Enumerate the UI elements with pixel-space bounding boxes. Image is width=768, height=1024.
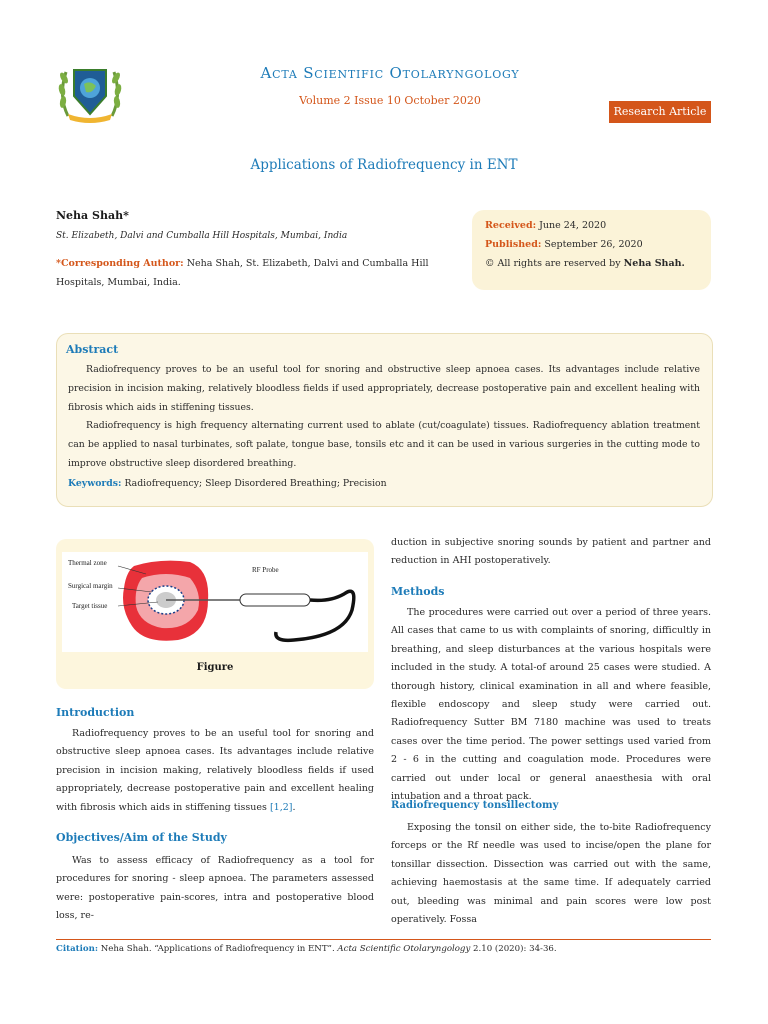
introduction-end: . [292,801,296,813]
rf-probe-figure [62,552,368,652]
author-name: Neha Shah* [56,209,129,222]
journal-logo-icon [54,56,126,128]
citation [56,944,716,954]
received-value: June 24, 2020 [539,220,607,231]
abstract-paragraph-1: Radiofrequency proves to be an useful tool for snoring and obstructive sleep apnoea cases. Its advantages include relative precision in incision making, relatively bloodless fields if used appropriately, decrease postoperative pain and excellent healing with fibrosis which aids in stiffening tissues. [68,364,700,413]
issue-info: Volume 2 Issue 10 October 2020 [299,94,481,107]
abstract-heading: Abstract [66,343,119,356]
surgical-margin-label: Surgical margin [68,582,113,590]
target-tissue-label: Target tissue [72,602,108,610]
methods-heading: Methods [391,585,445,598]
citation-label: Citation: [56,944,99,954]
rights-notice [485,258,685,269]
published-label: Published: [485,239,542,250]
introduction-reference[interactable]: [1,2] [269,801,293,813]
introduction-heading: Introduction [56,706,135,719]
citation-journal: Acta Scientific Otolaryngology [337,944,471,954]
corresponding-author [56,254,456,292]
citation-details: 2.10 (2020): 34-36. [473,944,557,954]
methods-continuation: duction in subjective snoring sounds by patient and partner and reduction in AHI postoperatively. [391,537,711,567]
keywords-label: Keywords: [68,478,122,489]
corresponding-label: *Corresponding Author: [56,258,184,269]
figure-caption: Figure [196,662,234,673]
journal-title: Acta Scientific Otolaryngology [260,64,520,82]
article-type-badge: Research Article [609,101,711,123]
rights-text: © All rights are reserved by [485,258,621,269]
rf-probe-label: RF Probe [252,566,279,574]
methods-text: The procedures were carried out over a period of three years. All cases that came to us with complaints of snoring, difficultly in breathing, and sleep disturbances at the various hospitals were included in the study. A total-of around 25 cases were studied. A thorough history, clinical examination in all and where feasible, flexible endoscopy and sleep study were carried out. Radiofrequency Sutter BM 7180 machine was used to treats cases over the time period. The power settings used varied from 2 - 6 in the cutting and coagulation mode. Procedures were carried out under local or general anaesthesia with oral intubation and a throat pack. [391,607,711,803]
abstract-paragraph-2: Radiofrequency is high frequency alternating current used to ablate (cut/coagulate) tissues. Radiofrequency ablation treatment can be applied to nasal turbinates, soft palate, tongue base, tonsils etc and it can be used in various surgeries in the cutting mode to improve obstructive sleep disordered breathing. [68,420,700,469]
keywords [68,478,387,489]
tonsillectomy-text: Exposing the tonsil on either side, the to-bite Radiofrequency forceps or the Rf needle was used to incise/open the plane for tonsillar dissection. Dissection was carried out with the same, achieving haemostasis at the same time. If adequately carried out, bleeding was minimal and pain scores were low post operatively. Fossa [391,822,711,926]
objectives-text: Was to assess efficacy of Radiofrequency as a tool for procedures for snoring - sleep apnoea. The parameters assessed were: postoperative pain-scores, intra and postoperative blood loss, re- [56,855,374,922]
paper-title: Applications of Radiofrequency in ENT [250,157,518,173]
introduction-body: Radiofrequency proves to be an useful tool for snoring and obstructive sleep apnoea cases. Its advantages include relative precision in incision making, relatively bloodless fields if used appropriately, decrease postoperative pain and excellent healing with fibrosis which aids in stiffening tissues [56,728,374,813]
received-label: Received: [485,220,537,231]
published-date [485,239,643,250]
published-value: September 26, 2020 [544,239,643,250]
keywords-text: Radiofrequency; Sleep Disordered Breathing; Precision [124,478,387,489]
tonsillectomy-heading: Radiofrequency tonsillectomy [391,800,559,811]
thermal-zone-label: Thermal zone [68,559,107,567]
author-affiliation: St. Elizabeth, Dalvi and Cumballa Hill Hospitals, Mumbai, India [56,231,348,241]
objectives-heading: Objectives/Aim of the Study [56,831,227,844]
footer-divider [56,939,711,940]
received-date [485,220,606,231]
corresponding-text: Neha Shah, St. Elizabeth, Dalvi and Cumballa Hill Hospitals, Mumbai, India. [56,258,429,288]
dates-box [472,210,711,290]
rights-holder: Neha Shah. [623,258,685,269]
introduction-text [56,725,374,817]
citation-text: Neha Shah. “Applications of Radiofrequency in ENT”. [100,944,335,954]
